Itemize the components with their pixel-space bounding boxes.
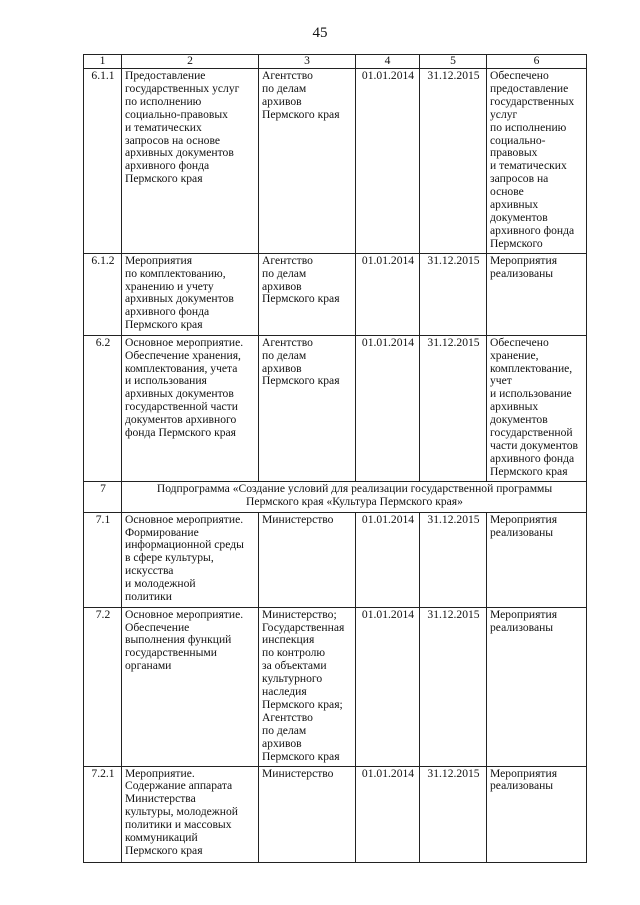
activity-name: Мероприятие. Содержание аппарата Министерства культуры, молодежной политики и массовых коммуникаций Пермского края <box>122 766 259 862</box>
table-row <box>84 253 587 335</box>
column-header-3: 3 <box>259 55 356 69</box>
page-number: 45 <box>312 25 328 41</box>
end-date: 31.12.2015 <box>420 766 487 862</box>
subprogram-number: 7 <box>84 481 122 512</box>
expected-result: Мероприятия реализованы <box>487 607 587 766</box>
activity-name: Основное мероприятие. Обеспечение хранения, комплектования, учета и использования архивных документов государственной части документов архивного фонда Пермского края <box>122 335 259 481</box>
row-number: 7.2.1 <box>84 766 122 862</box>
start-date: 01.01.2014 <box>356 512 420 607</box>
row-number: 6.1.1 <box>84 69 122 254</box>
expected-result: Мероприятия реализованы <box>487 512 587 607</box>
executor: Министерство; Государственная инспекция по контролю за объектами культурного наследия Пермского края; Агентство по делам архивов Пермского края <box>259 607 356 766</box>
subprogram-title: Подпрограмма «Создание условий для реализации государственной программы Пермского края «Культура Пермского края» <box>122 481 587 512</box>
executor: Агентство по делам архивов Пермского края <box>259 69 356 254</box>
end-date: 31.12.2015 <box>420 607 487 766</box>
start-date: 01.01.2014 <box>356 607 420 766</box>
activity-name: Мероприятия по комплектованию, хранению и учету архивных документов архивного фонда Пермского края <box>122 253 259 335</box>
start-date: 01.01.2014 <box>356 766 420 862</box>
row-number: 6.2 <box>84 335 122 481</box>
end-date: 31.12.2015 <box>420 69 487 254</box>
expected-result: Обеспечено хранение, комплектование, учет и использование архивных документов государственной части документов архивного фонда Пермского края <box>487 335 587 481</box>
column-header-6: 6 <box>487 55 587 69</box>
activity-name: Основное мероприятие. Формирование информационной среды в сфере культуры, искусства и молодежной политики <box>122 512 259 607</box>
end-date: 31.12.2015 <box>420 335 487 481</box>
table-row <box>84 335 587 481</box>
executor: Агентство по делам архивов Пермского края <box>259 253 356 335</box>
executor: Министерство <box>259 512 356 607</box>
program-table <box>83 54 587 863</box>
executor: Министерство <box>259 766 356 862</box>
subprogram-row <box>84 481 587 512</box>
column-header-5: 5 <box>420 55 487 69</box>
activity-name: Основное мероприятие. Обеспечение выполнения функций государственными органами <box>122 607 259 766</box>
start-date: 01.01.2014 <box>356 253 420 335</box>
row-number: 6.1.2 <box>84 253 122 335</box>
end-date: 31.12.2015 <box>420 253 487 335</box>
column-header-1: 1 <box>84 55 122 69</box>
column-header-4: 4 <box>356 55 420 69</box>
expected-result: Мероприятия реализованы <box>487 253 587 335</box>
column-header-2: 2 <box>122 55 259 69</box>
table-row <box>84 69 587 254</box>
row-number: 7.2 <box>84 607 122 766</box>
executor: Агентство по делам архивов Пермского края <box>259 335 356 481</box>
table-row <box>84 766 587 862</box>
table-header-row <box>84 55 587 69</box>
row-number: 7.1 <box>84 512 122 607</box>
expected-result: Обеспечено предоставление государственных услуг по исполнению социально- правовых и тематических запросов на основе архивных документов архивного фонда Пермского <box>487 69 587 254</box>
start-date: 01.01.2014 <box>356 335 420 481</box>
activity-name: Предоставление государственных услуг по исполнению социально-правовых и тематических запросов на основе архивных документов архивного фонда Пермского края <box>122 69 259 254</box>
start-date: 01.01.2014 <box>356 69 420 254</box>
table-row <box>84 512 587 607</box>
expected-result: Мероприятия реализованы <box>487 766 587 862</box>
end-date: 31.12.2015 <box>420 512 487 607</box>
table-row <box>84 607 587 766</box>
